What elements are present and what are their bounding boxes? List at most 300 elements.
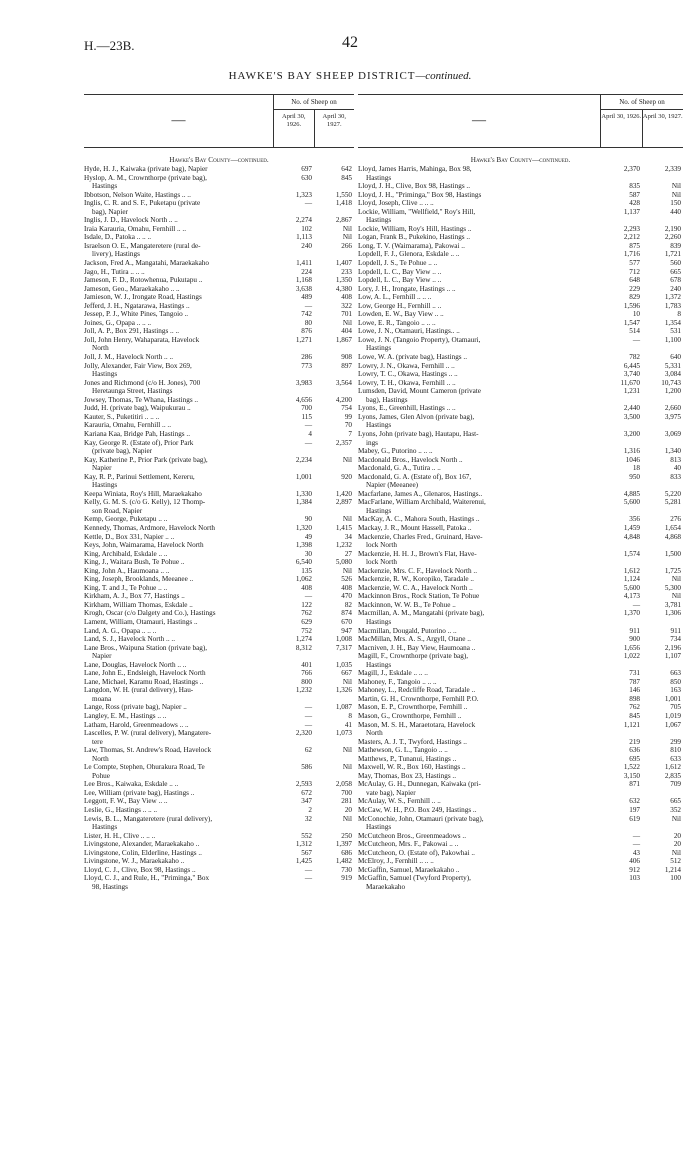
sheep-1926: 898 <box>629 694 640 703</box>
table-row <box>84 601 354 610</box>
page-number: 42 <box>342 34 358 51</box>
sheep-1926: 1,274 <box>295 635 312 644</box>
owner-entry <box>84 276 274 285</box>
sheep-1927: 20 <box>673 831 681 840</box>
owner-entry <box>84 498 274 515</box>
owner-name: McCaw, W. H., P.O. Box 249, Hastings .. <box>358 806 477 815</box>
owner-entry <box>84 490 274 499</box>
owner-entry <box>84 430 274 439</box>
owner-entry <box>358 806 601 815</box>
owner-entry <box>358 686 601 695</box>
owner-entry <box>358 763 601 772</box>
owner-entry <box>358 430 601 447</box>
owner-name-continued: moana <box>92 694 112 703</box>
owner-name: Jackson, Fred A., Mangatahi, Maraekakaho <box>84 259 209 268</box>
owner-entry <box>358 857 601 866</box>
sheep-1926: 731 <box>629 669 640 678</box>
header-col-1927: April 30, 1927. <box>642 113 683 120</box>
right-table-header <box>358 94 683 148</box>
owner-name: Mackay, J. R., Mount Hassell, Patoka .. <box>358 523 472 532</box>
owner-name: Low, A. L., Fernhill .. .. .. <box>358 293 432 302</box>
table-row <box>84 567 354 576</box>
sheep-1926: 347 <box>301 797 312 806</box>
table-row <box>358 652 683 669</box>
sheep-1927: Nil <box>342 224 352 233</box>
table-row <box>358 806 683 815</box>
table-row <box>358 524 683 533</box>
owner-name-continued: Napier <box>92 652 112 661</box>
table-row <box>84 678 354 687</box>
owner-name: Lyons, James, Glen Alvon (private bag), <box>358 412 475 421</box>
owner-entry <box>84 379 274 396</box>
owner-name: Macniven, J. H., Bay View, Haumoana .. <box>358 643 476 652</box>
table-row <box>84 233 354 242</box>
owner-entry <box>84 268 274 277</box>
owner-entry <box>84 533 274 542</box>
table-row <box>84 473 354 490</box>
sheep-1927: 1,482 <box>335 857 352 866</box>
sheep-1927: Nil <box>342 814 352 823</box>
sheep-1926: 224 <box>301 267 312 276</box>
owner-name: Lloyd, C. J., Clive, Box 98, Hastings .. <box>84 865 196 874</box>
owner-name-continued: bag), Napier <box>92 207 128 216</box>
sheep-1927: 833 <box>670 472 681 481</box>
owner-name: Masters, A. J. T., Twyford, Hastings .. <box>358 737 467 746</box>
header-col-1926: April 30, 1926. <box>601 110 643 147</box>
sheep-1927: 7,317 <box>335 643 352 652</box>
sheep-1927: 667 <box>341 669 352 678</box>
owner-entry <box>358 302 601 311</box>
sheep-1927: 730 <box>341 865 352 874</box>
owner-name-continued: Napier <box>92 464 112 473</box>
owner-name: Mackenzie, R. W., Koropiko, Taradale .. <box>358 575 474 584</box>
owner-entry <box>84 285 274 294</box>
table-row <box>84 832 354 841</box>
sheep-1926: 773 <box>301 361 312 370</box>
owner-name: Kelly, G. M. S. (c/o G. Kelly), 12 Thomp- <box>84 498 206 507</box>
sheep-1926: 2,593 <box>295 780 312 789</box>
sheep-1926: — <box>304 438 312 447</box>
owner-name: McAulay, G. H., Dunnegan, Kaiwaka (pri- <box>358 780 481 789</box>
sheep-1926: 3,740 <box>623 370 640 379</box>
owner-name-continued: Maraekakaho <box>366 882 406 891</box>
sheep-1926: 2,370 <box>623 165 640 173</box>
owner-entry <box>84 575 274 584</box>
owner-name: Livingstone, W. J., Maraekakaho .. <box>84 857 185 866</box>
owner-name: Maxwell, W. R., Box 160, Hastings .. <box>358 763 466 772</box>
owner-name: Israelson O. E., Mangateretere (rural de- <box>84 241 201 250</box>
owner-entry <box>358 515 601 524</box>
sheep-1927: 754 <box>341 404 352 413</box>
table-row <box>358 259 683 268</box>
sheep-1927: 1,420 <box>335 489 352 498</box>
sheep-1927: 40 <box>673 464 681 473</box>
sheep-1927: 1,372 <box>664 293 681 302</box>
title-main: HAWKE'S BAY SHEEP DISTRICT <box>228 70 416 82</box>
owner-entry <box>84 353 274 362</box>
left-table <box>84 94 354 891</box>
owner-name: Jago, H., Tutira .. .. .. <box>84 267 145 276</box>
owner-name: Keys, John, Waimarama, Havelock North <box>84 541 204 550</box>
owner-name: Lister, H. H., Clive .. .. .. <box>84 831 156 840</box>
sheep-1926: 829 <box>629 293 640 302</box>
table-row <box>358 268 683 277</box>
owner-entry <box>84 669 274 678</box>
owner-name: Lowe, E. R., Tangoio .. .. .. <box>358 318 436 327</box>
owner-name: Lopdell, F. J., Glenora, Eskdale .. .. <box>358 250 460 259</box>
owner-name: Martin, G. H., Crownthorpe, Fernhill P.O. <box>358 694 479 703</box>
sheep-1926: 782 <box>629 353 640 362</box>
owner-name: Lloyd, Joseph, Clive .. .. .. <box>358 199 434 208</box>
sheep-1926: 1,596 <box>623 301 640 310</box>
owner-entry <box>358 233 601 242</box>
sheep-1926: 875 <box>629 241 640 250</box>
owner-name: Mackenzie, Mrs. C. F., Havelock North .. <box>358 566 477 575</box>
sheep-1926: 8,312 <box>295 643 312 652</box>
owner-name: McGaffin, Samuel, Maraekakaho .. <box>358 865 460 874</box>
owner-name: Judd, H. (private bag), Waipukurau .. <box>84 404 191 413</box>
sheep-1927: 1,550 <box>335 190 352 199</box>
sheep-1927: 1,087 <box>335 703 352 712</box>
owner-entry <box>84 678 274 687</box>
owner-name: MacKay, A. C., Mahora South, Hastings .. <box>358 515 480 524</box>
sheep-1927: 1,654 <box>664 523 681 532</box>
owner-entry <box>84 840 274 849</box>
owner-name-continued: Hastings <box>366 617 392 626</box>
sheep-1926: 103 <box>629 874 640 883</box>
sheep-1927: 408 <box>341 583 352 592</box>
table-row <box>358 857 683 866</box>
owner-entry <box>358 601 601 610</box>
owner-name: May, Thomas, Box 23, Hastings .. <box>358 771 457 780</box>
sheep-1926: 871 <box>629 780 640 789</box>
owner-entry <box>84 712 274 721</box>
table-row <box>358 293 683 302</box>
sheep-1927: 1,214 <box>664 865 681 874</box>
sheep-1927: 470 <box>341 592 352 601</box>
table-row <box>84 456 354 473</box>
owner-name-continued: bag), Hastings <box>366 395 408 404</box>
sheep-1926: — <box>632 600 640 609</box>
sheep-1926: 2 <box>308 806 312 815</box>
sheep-1926: 49 <box>304 532 312 541</box>
table-row <box>84 404 354 413</box>
owner-name-continued: Hastings <box>92 370 118 379</box>
owner-name: Long, T. V. (Waimarama), Pakowai .. <box>358 241 465 250</box>
owner-name: Lowe, W. A. (private bag), Hastings .. <box>358 353 467 362</box>
owner-name: Mackinnon, W. W. B., Te Pohue .. <box>358 600 456 609</box>
sheep-1926: 2,274 <box>295 216 312 225</box>
sheep-1926: 1,124 <box>623 575 640 584</box>
sheep-1927: 41 <box>344 720 352 729</box>
sheep-1926: 630 <box>301 173 312 182</box>
owner-name: Mackinnon Bros., Rock Station, Te Pohue <box>358 592 480 601</box>
owner-entry <box>358 695 601 704</box>
owner-name: Kay, R. P., Parinui Settlement, Kereru, <box>84 472 195 481</box>
table-row <box>84 849 354 858</box>
owner-entry <box>358 199 601 208</box>
sheep-1926: 401 <box>301 660 312 669</box>
sheep-1926: 489 <box>301 293 312 302</box>
sheep-1926: 4 <box>308 429 312 438</box>
header-group-label: No. of Sheep on <box>601 95 683 110</box>
owner-name: Lewis, B. L., Mangateretere (rural delivery), <box>84 814 213 823</box>
table-row <box>84 268 354 277</box>
owner-entry <box>358 456 601 465</box>
sheep-1927: 1,415 <box>335 523 352 532</box>
table-row <box>358 387 683 404</box>
sheep-1927: 633 <box>670 754 681 763</box>
table-row <box>358 832 683 841</box>
sheep-1927: 1,306 <box>664 609 681 618</box>
table-row <box>84 498 354 515</box>
sheep-1926: 876 <box>301 327 312 336</box>
sheep-1927: 1,200 <box>664 387 681 396</box>
owner-entry <box>358 242 601 251</box>
sheep-1927: 82 <box>344 600 352 609</box>
table-row <box>84 815 354 832</box>
owner-entry <box>84 866 274 875</box>
sheep-1926: 1046 <box>625 455 640 464</box>
owner-name: Livingstone, Alexander, Maraekakaho .. <box>84 840 200 849</box>
sheep-1927: 640 <box>670 353 681 362</box>
sheep-1926: 619 <box>629 814 640 823</box>
sheep-1926: 5,600 <box>623 583 640 592</box>
sheep-1926: 18 <box>632 464 640 473</box>
sheep-1926: 672 <box>301 788 312 797</box>
table-row <box>84 575 354 584</box>
owner-entry <box>358 336 601 353</box>
sheep-1927: 3,975 <box>664 412 681 421</box>
sheep-1927: 8 <box>677 310 681 319</box>
sheep-1927: Nil <box>342 566 352 575</box>
owner-entry <box>358 874 601 891</box>
owner-name: Lopdell, J. S., Te Pohue .. .. <box>358 259 438 268</box>
owner-name: Keepa Winiata, Roy's Hill, Maraekakaho <box>84 489 202 498</box>
sheep-1926: 3,638 <box>295 284 312 293</box>
owner-name: Lopdell, L. C., Bay View .. .. <box>358 276 442 285</box>
sheep-1926: 1,137 <box>623 207 640 216</box>
owner-name: Lowry, J. N., Okawa, Fernhill .. .. <box>358 361 455 370</box>
table-row <box>84 310 354 319</box>
sheep-1926: 1,411 <box>296 259 312 268</box>
sheep-1927: 1,354 <box>664 318 681 327</box>
sheep-1927: 678 <box>670 276 681 285</box>
sheep-1926: 577 <box>629 259 640 268</box>
table-row <box>84 789 354 798</box>
owner-name: Langdon, W. H. (rural delivery), Hau- <box>84 686 194 695</box>
owner-entry <box>84 319 274 328</box>
owner-entry <box>84 584 274 593</box>
owner-name: Lockie, William, "Wellfield," Roy's Hill, <box>358 207 476 216</box>
sheep-1927: 813 <box>670 455 681 464</box>
owner-entry <box>358 464 601 473</box>
table-row <box>358 327 683 336</box>
owner-entry <box>358 567 601 576</box>
sheep-1926: 1,001 <box>295 472 312 481</box>
sheep-1927: 3,084 <box>664 370 681 379</box>
sheep-1926: 2,293 <box>623 224 640 233</box>
table-row <box>358 430 683 447</box>
owner-name: Kay, George R. (Estate of), Prior Park <box>84 438 194 447</box>
sheep-1926: — <box>304 720 312 729</box>
table-row <box>358 404 683 413</box>
table-row <box>84 327 354 336</box>
table-row <box>84 225 354 234</box>
sheep-1927: 1,721 <box>664 250 681 259</box>
owner-entry <box>84 721 274 730</box>
owner-name-continued: Hastings <box>92 823 118 832</box>
table-row <box>358 695 683 704</box>
table-row <box>84 840 354 849</box>
table-row <box>84 413 354 422</box>
table-row <box>84 362 354 379</box>
sheep-1927: 3,564 <box>335 378 352 387</box>
sheep-1927: 20 <box>344 806 352 815</box>
owner-entry <box>84 789 274 798</box>
sheep-1926: 695 <box>629 754 640 763</box>
table-row <box>84 592 354 601</box>
sheep-1927: 700 <box>341 788 352 797</box>
sheep-1926: — <box>304 421 312 430</box>
sheep-1927: 20 <box>673 840 681 849</box>
sheep-1926: 219 <box>629 737 640 746</box>
sheep-1927: 839 <box>670 241 681 250</box>
owner-name: Kay, Katherine P., Prior Park (private bag), <box>84 455 208 464</box>
owner-entry <box>358 165 601 182</box>
owner-name-continued: son Road, Napier <box>92 506 143 515</box>
owner-name: Kettle, D., Box 331, Napier .. .. <box>84 532 175 541</box>
sheep-1927: 947 <box>341 626 352 635</box>
sheep-1927: 1,107 <box>664 652 681 661</box>
table-row <box>84 515 354 524</box>
owner-name: King, John A., Haumoana .. .. <box>84 566 170 575</box>
owner-name-continued: ings <box>366 438 378 447</box>
owner-entry <box>84 729 274 746</box>
sheep-1926: 1,121 <box>623 720 640 729</box>
sheep-1927: Nil <box>671 190 681 199</box>
owner-name: Karauria, Omahu, Fernhill .. .. <box>84 421 172 430</box>
owner-entry <box>358 225 601 234</box>
owner-entry <box>358 584 601 593</box>
sheep-1927: 911 <box>670 626 681 635</box>
sheep-1926: 3,200 <box>623 429 640 438</box>
owner-entry <box>84 439 274 456</box>
owner-entry <box>358 285 601 294</box>
sheep-1926: 1,113 <box>296 233 312 242</box>
sheep-1926: 1,271 <box>295 335 312 344</box>
sheep-1926: 835 <box>629 182 640 191</box>
table-row <box>84 703 354 712</box>
document-code: H.—23B. <box>84 38 135 53</box>
table-row <box>358 250 683 259</box>
owner-name: Joll, John Henry, Wahaparata, Havelock <box>84 335 200 344</box>
sheep-1927: 919 <box>341 874 352 883</box>
section-heading: Hawke's Bay County—continued. <box>169 156 269 164</box>
owner-name: MacFarlane, William Archibald, Waiterenui, <box>358 498 486 507</box>
table-row <box>358 644 683 653</box>
sheep-1926: 3,983 <box>295 378 312 387</box>
owner-name: Kirkham, A. J., Box 77, Hastings .. <box>84 592 185 601</box>
owner-entry <box>84 806 274 815</box>
sheep-1927: 10,743 <box>661 378 681 387</box>
owner-entry <box>84 191 274 200</box>
owner-name: Jameson, F. D., Rotowhenua, Pukutapu .. <box>84 276 203 285</box>
sheep-1927: 240 <box>670 284 681 293</box>
sheep-1926: 6,540 <box>295 558 312 567</box>
sheep-1926: 428 <box>629 199 640 208</box>
table-row <box>84 216 354 225</box>
sheep-1926: 2,212 <box>623 233 640 242</box>
table-row <box>358 464 683 473</box>
owner-entry <box>358 721 601 738</box>
sheep-1926: 135 <box>301 566 312 575</box>
owner-entry <box>84 293 274 302</box>
sheep-1927: 670 <box>341 617 352 626</box>
table-row <box>84 524 354 533</box>
sheep-1926: 2,234 <box>295 455 312 464</box>
sheep-1927: 5,300 <box>664 583 681 592</box>
owner-name: Mason, G., Crownthorpe, Fernhill .. <box>358 712 462 720</box>
table-row <box>84 353 354 362</box>
owner-entry <box>84 609 274 618</box>
sheep-1927: 1,397 <box>335 840 352 849</box>
owner-entry <box>84 233 274 242</box>
owner-name: Mackenzie, H. H. J., Brown's Flat, Have- <box>358 549 477 558</box>
sheep-1926: 1,716 <box>623 250 640 259</box>
sheep-1926: 1,522 <box>623 763 640 772</box>
owner-entry <box>84 473 274 490</box>
sheep-1927: 404 <box>341 327 352 336</box>
table-row <box>358 336 683 353</box>
owner-entry <box>358 550 601 567</box>
owner-entry <box>358 815 601 832</box>
table-row <box>358 379 683 388</box>
table-row <box>84 780 354 789</box>
owner-name: Hyslop, A. M., Crownthorpe (private bag), <box>84 173 207 182</box>
owner-name: King, J., Waitara Bush, Te Pohue .. <box>84 558 185 567</box>
owner-name: Mackenzie, Charles Fred., Gruinard, Have- <box>358 532 483 541</box>
owner-entry <box>84 567 274 576</box>
header-group-label: No. of Sheep on <box>274 95 354 110</box>
owner-name: Jamieson, W. J., Irongate Road, Hastings <box>84 293 202 302</box>
owner-entry <box>358 310 601 319</box>
table-row <box>358 575 683 584</box>
sheep-1926: 632 <box>629 797 640 806</box>
owner-name: McCutcheon, O. (Estate of), Pakowhai .. <box>358 848 475 857</box>
sheep-1927: 1,326 <box>335 686 352 695</box>
sheep-1926: — <box>304 592 312 601</box>
section-heading: Hawke's Bay County—continued. <box>470 156 571 164</box>
owner-entry <box>84 746 274 763</box>
owner-name: Magill, J., Eskdale .. .. .. <box>358 669 428 678</box>
sheep-1927: 1,067 <box>664 720 681 729</box>
sheep-1926: 356 <box>629 515 640 524</box>
sheep-1927: 1,008 <box>335 635 352 644</box>
sheep-1926: 762 <box>301 609 312 618</box>
owner-name: Leslie, G., Hastings .. .. .. <box>84 806 158 815</box>
sheep-1927: 686 <box>341 848 352 857</box>
owner-entry <box>84 362 274 379</box>
sheep-1926: 950 <box>629 472 640 481</box>
sheep-1926: 90 <box>304 515 312 524</box>
sheep-1926: 636 <box>629 746 640 755</box>
table-row <box>358 233 683 242</box>
owner-entry <box>358 413 601 430</box>
sheep-1927: 1,232 <box>335 541 352 550</box>
owner-entry <box>84 558 274 567</box>
sheep-1926: 567 <box>301 848 312 857</box>
